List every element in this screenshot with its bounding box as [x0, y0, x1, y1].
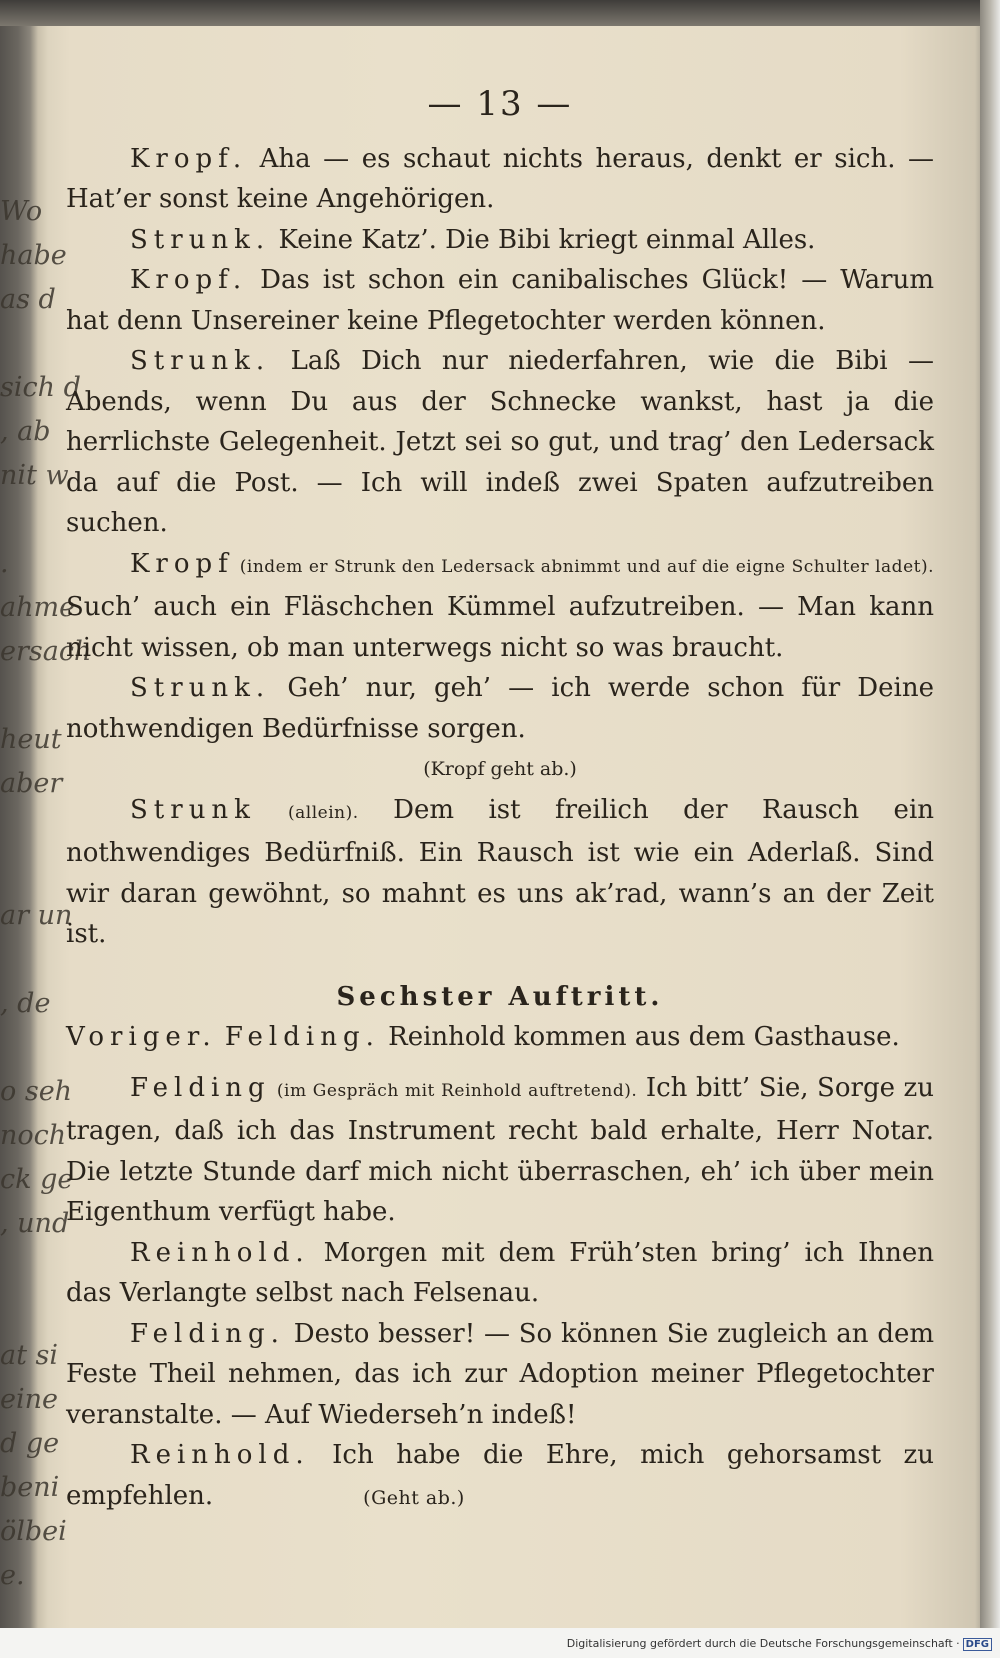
speech-text: Ich bitt’ Sie, Sorge zu tragen, daß ich das Instrument recht bald erhalte, Herr Notar. Die letzte Stunde darf mich nicht überraschen, eh’ ich über mein Eigenthum verfügt habe.	[66, 1072, 935, 1227]
speaker-name: Reinhold.	[130, 1237, 310, 1268]
speech-text: Keine Katz’. Die Bibi kriegt einmal Alles.	[270, 224, 816, 255]
speaker-name: Kropf	[130, 548, 234, 579]
dialogue-block	[66, 1068, 934, 1519]
page-number: — 13 —	[427, 84, 573, 124]
stage-direction-exit: (Kropf geht ab.)	[423, 758, 577, 780]
bleed-fragment: noch	[0, 1120, 67, 1151]
stage-direction: (allein).	[255, 802, 359, 823]
dialogue-paragraph	[66, 139, 934, 220]
bleed-fragment	[0, 938, 50, 982]
dialogue-paragraph	[66, 1314, 934, 1436]
bleed-fragment	[0, 850, 50, 894]
bleed-fragment: ölbei	[0, 1516, 67, 1547]
cast-felding: Felding.	[224, 1022, 380, 1052]
speech-text: Morgen mit dem Früh’sten bring’ ich Ihnen das Verlangte selbst nach Felsenau.	[66, 1237, 934, 1308]
speaker-name: Felding	[130, 1072, 271, 1103]
facing-page-bleed	[0, 190, 92, 1591]
speech-text: Geh’ nur, geh’ — ich werde schon für Deine nothwendigen Bedürfnisse sorgen.	[66, 673, 934, 744]
credit-text: Digitalisierung gefördert durch die Deutsche Forschungsgemeinschaft ·	[566, 1637, 960, 1650]
stage-direction: (im Gespräch mit Reinhold auftretend).	[270, 1080, 638, 1101]
book-right-edge	[980, 0, 1000, 1658]
bleed-fragment: heut	[0, 724, 62, 755]
bleed-fragment: ahme	[0, 592, 76, 623]
speech-text: Dem ist freilich der Rausch ein nothwendiges Bedürfniß. Ein Rausch ist wie ein Aderlaß. Sind wir daran gewöhnt, so mahnt es uns ak’rad, wann’s an der Zeit ist.	[66, 794, 935, 949]
speech-text: Desto besser! — So können Sie zugleich an dem Feste Theil nehmen, das ich zur Adoption meiner Pflegetochter veranstalte. — Auf Wiederseh’n indeß!	[66, 1318, 934, 1430]
bleed-fragment: e.	[0, 1560, 25, 1591]
speaker-name: Strunk	[130, 794, 256, 825]
speech-text: Such’ auch ein Fläschchen Kümmel aufzutreiben. — Man kann nicht wissen, ob man unterwegs nicht so was braucht.	[66, 592, 934, 663]
speaker-name: Kropf.	[130, 265, 248, 295]
dialogue-paragraph	[66, 1068, 934, 1233]
stage-direction-exit: (Geht ab.)	[363, 1486, 465, 1509]
dialogue-paragraph	[66, 1233, 934, 1314]
bleed-fragment	[0, 322, 50, 366]
page-content	[66, 84, 934, 1518]
book-top-edge	[0, 0, 1000, 26]
bleed-fragment: Wo	[0, 196, 43, 227]
bleed-fragment: sich d	[0, 372, 81, 403]
speaker-name: Strunk.	[130, 346, 271, 376]
dialogue-paragraph	[66, 544, 934, 669]
bleed-fragment: aber	[0, 768, 63, 799]
digitization-credit	[567, 1637, 992, 1650]
speech-text: Aha — es schaut nichts heraus, denkt er sich. — Hat’er sonst keine Angehörigen.	[66, 143, 934, 214]
bleed-fragment	[0, 674, 50, 718]
bleed-fragment: at si	[0, 1340, 59, 1371]
bleed-fragment: beni	[0, 1472, 60, 1503]
bleed-fragment: , und	[0, 1208, 70, 1239]
bleed-fragment: o seh	[0, 1076, 73, 1107]
speaker-name: Strunk.	[130, 224, 271, 255]
speech-text: Laß Dich nur niederfahren, wie die Bibi — Abends, wenn Du aus der Schnecke wankst, hast ja die herrlichste Gelegenheit. Jetzt sei so gut, und trag’ den Ledersack da auf die Post. — Ich will indeß zwei Spaten aufzutreiben suchen.	[66, 346, 934, 538]
bleed-fragment: as d	[0, 284, 56, 315]
cast-reinhold: Reinhold kommen aus dem Gasthause.	[379, 1022, 900, 1052]
dialogue-paragraph	[66, 790, 934, 955]
speech-text: Das ist schon ein canibalisches Glück! — Warum hat denn Unsereiner keine Pflegetochter werden können.	[66, 265, 934, 336]
dfg-logo: DFG	[963, 1638, 992, 1651]
speaker-name: Strunk.	[130, 673, 271, 703]
scene-heading: Sechster Auftritt.	[336, 981, 664, 1012]
scene-cast	[66, 1017, 934, 1058]
bleed-fragment: habe	[0, 240, 67, 271]
bleed-fragment: .	[0, 548, 9, 579]
speaker-name: Kropf.	[130, 143, 248, 174]
dialogue-paragraph	[66, 668, 934, 749]
bleed-fragment	[0, 1026, 50, 1070]
dialogue-paragraph	[66, 260, 934, 341]
bleed-fragment: eine	[0, 1384, 58, 1415]
dialogue-paragraph	[66, 1435, 934, 1518]
bleed-fragment: d ge	[0, 1428, 60, 1459]
bleed-fragment: ar un	[0, 900, 73, 931]
bleed-fragment: nit w	[0, 460, 69, 491]
bleed-fragment	[0, 806, 50, 850]
bleed-fragment	[0, 1246, 50, 1290]
speaker-name: Reinhold.	[130, 1440, 310, 1470]
bleed-fragment: ersach	[0, 636, 92, 667]
speaker-name: Felding.	[130, 1318, 285, 1349]
speech-text: Ich habe die Ehre, mich gehorsamst zu empfehlen.	[66, 1440, 934, 1511]
bleed-fragment: , de	[0, 988, 51, 1019]
bleed-fragment: ck ge	[0, 1164, 74, 1195]
bleed-fragment	[0, 498, 50, 542]
bleed-fragment	[0, 1290, 50, 1334]
stage-direction: (indem er Strunk den Ledersack abnimmt und auf die eigne Schulter ladet).	[233, 556, 934, 577]
bleed-fragment: , ab	[0, 416, 51, 447]
dialogue-paragraph	[66, 220, 934, 261]
cast-previous: Voriger.	[66, 1022, 217, 1052]
dialogue-block	[66, 139, 934, 750]
dialogue-paragraph	[66, 341, 934, 544]
